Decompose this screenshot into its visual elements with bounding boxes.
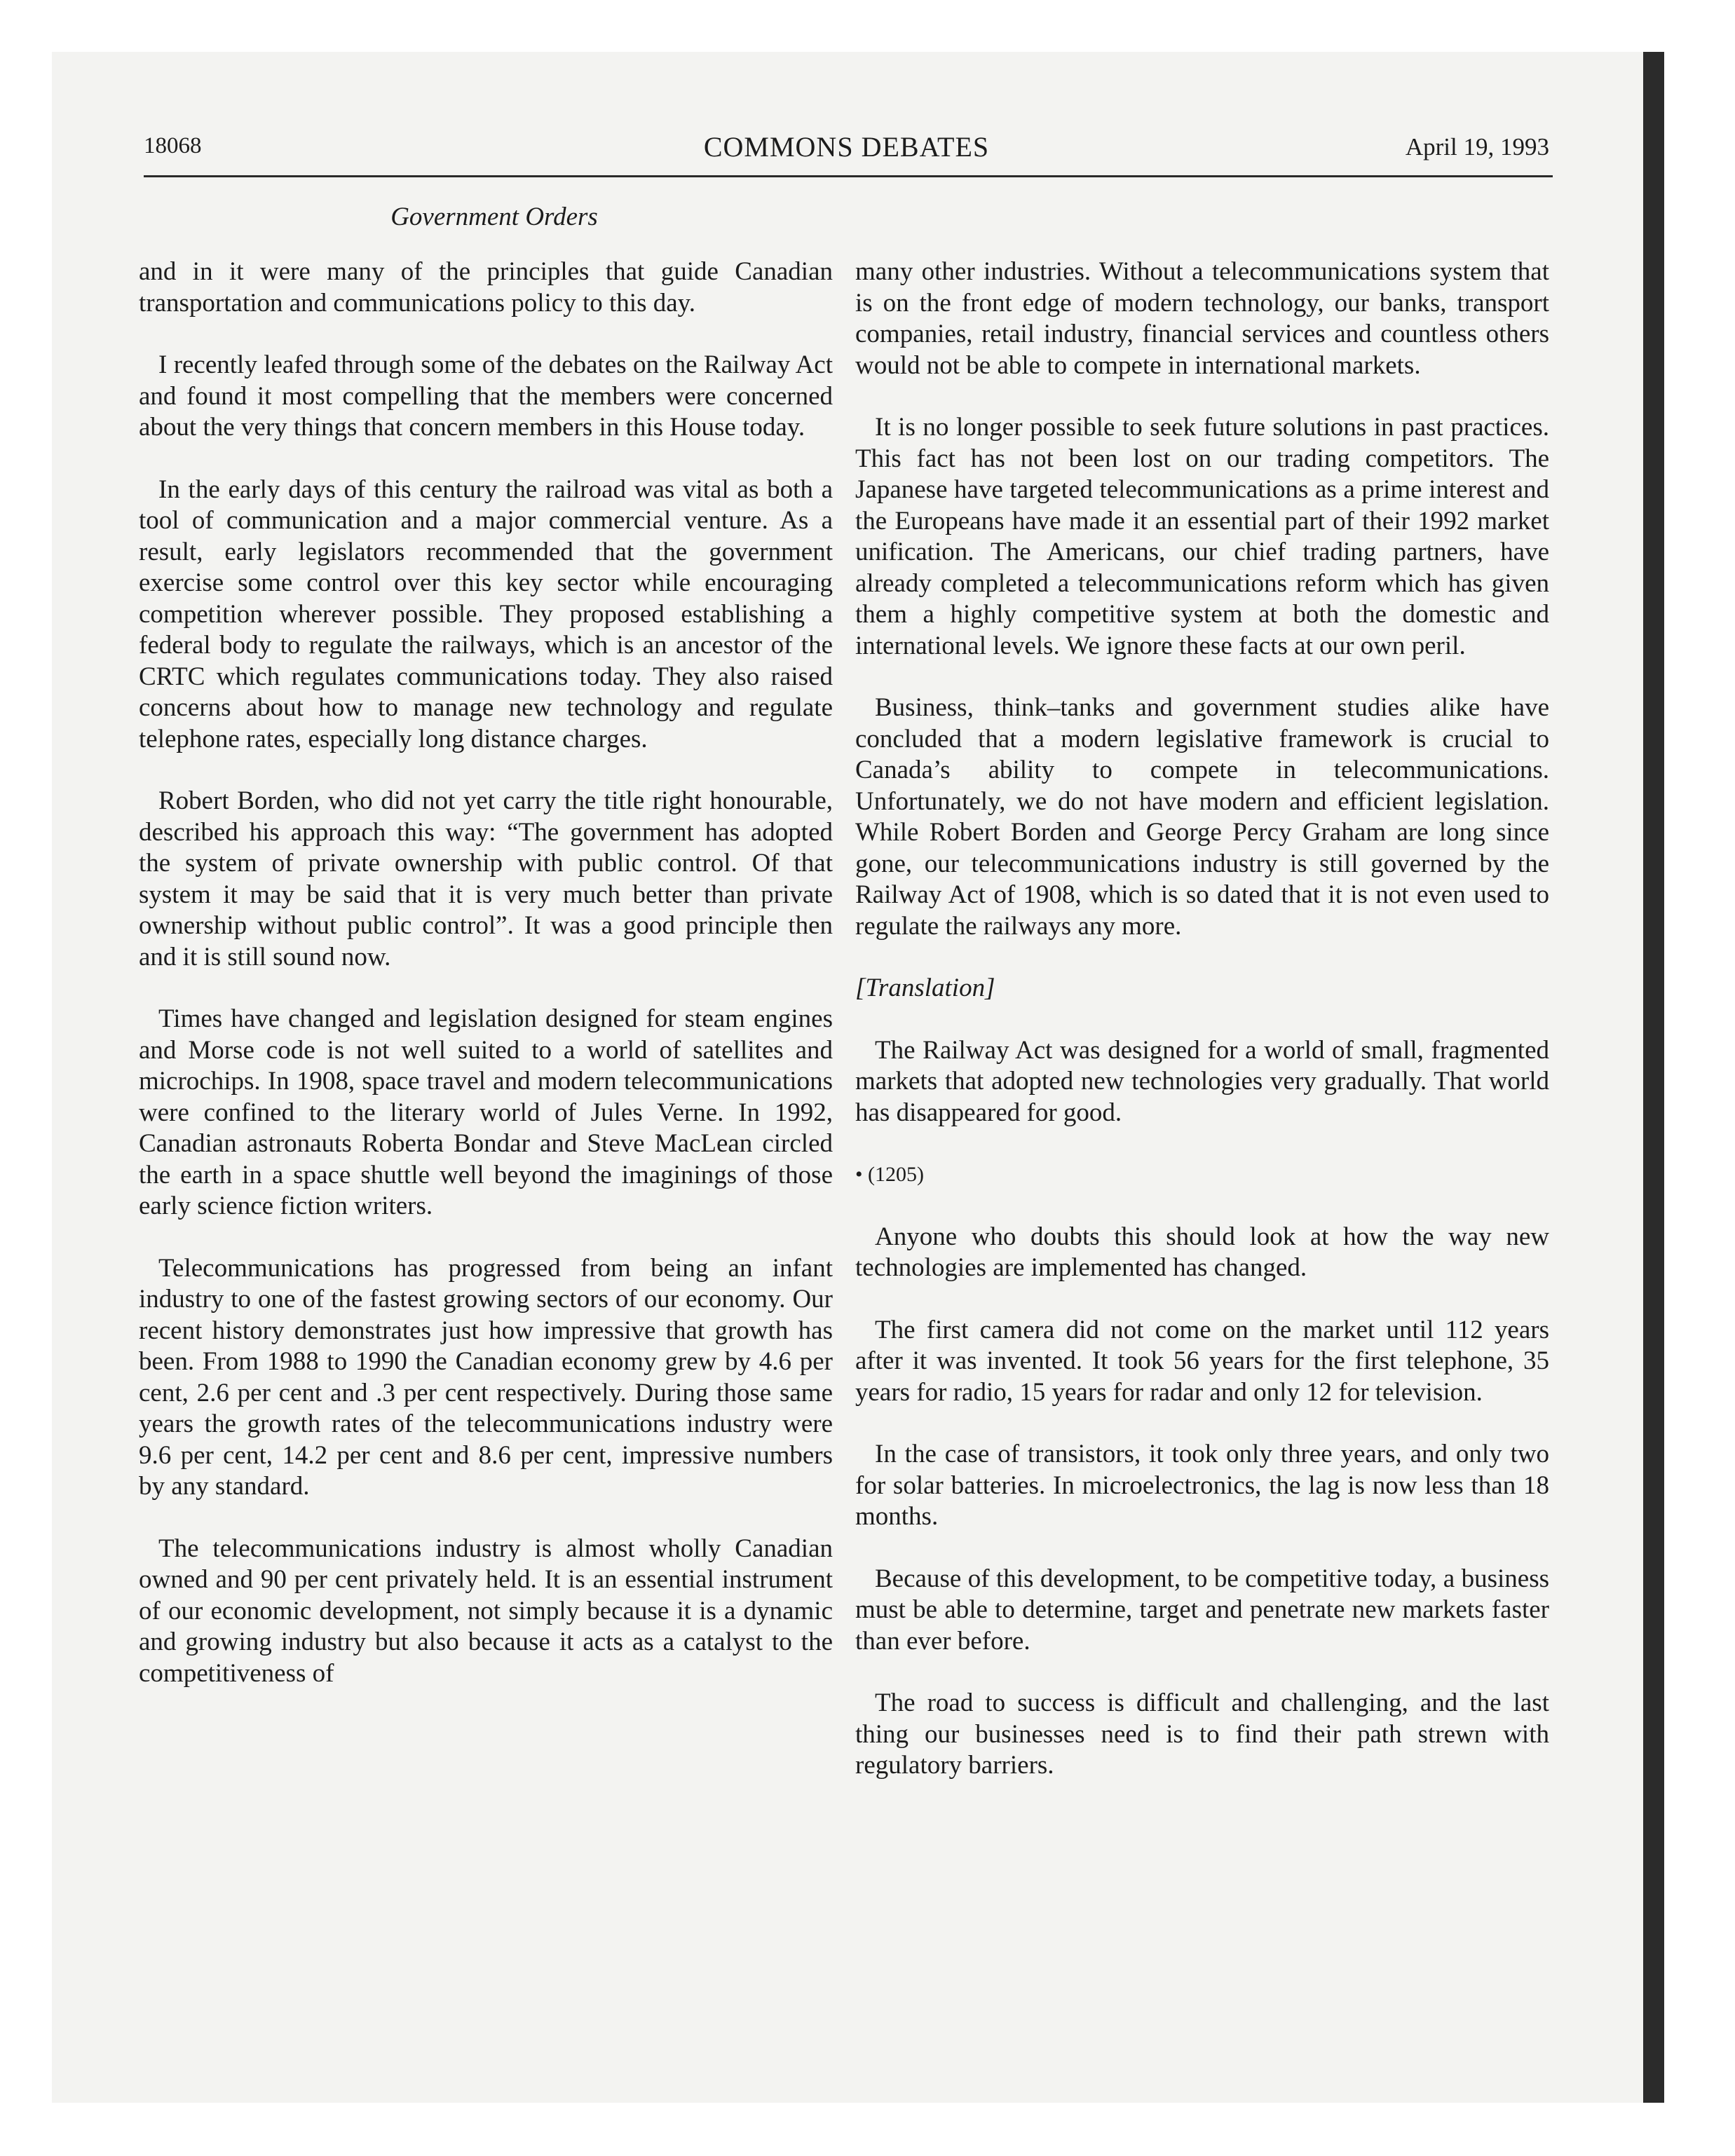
- translation-tag: [Translation]: [855, 974, 995, 1002]
- paragraph: I recently leafed through some of the debates on the Railway Act and found it most compelling that the members were concerned about the very things that concern members in this House today.: [139, 350, 833, 442]
- time-marker: • (1205): [855, 1163, 924, 1186]
- paragraph: Telecommunications has progressed from being an infant industry to one of the fastest growing sectors of our economy. Our recent history demonstrates just how impressive that growth has been. From 1988 to 1990 the Canadian economy grew by 4.6 per cent, 2.6 per cent and .3 per cent respectively. During those same years the growth rates of the telecommunications industry were 9.6 per cent, 14.2 per cent and 8.6 per cent, impressive numbers by any standard.: [139, 1253, 833, 1501]
- header-date: April 19, 1993: [1405, 133, 1549, 161]
- section-title: Government Orders: [390, 203, 598, 231]
- journal-title: COMMONS DEBATES: [703, 131, 990, 163]
- paragraph: Robert Borden, who did not yet carry the title right honourable, described his approach this way: “The government has adopted the system of private ownership with public control. Of that system it may be said that it is very much better than private ownership without public control”. It was a good principle then and it is still sound now.: [139, 786, 833, 971]
- paragraph: many other industries. Without a telecommunications system that is on the front edge of modern technology, our banks, transport companies, retail industry, financial services and countless others would not be able to compete in international markets.: [855, 257, 1549, 380]
- scan-edge-shadow: [1643, 52, 1664, 2103]
- right-column: [855, 257, 1549, 1813]
- paragraph: The first camera did not come on the market until 112 years after it was invented. It took 56 years for the first telephone, 35 years for radio, 15 years for radar and only 12 for television.: [855, 1315, 1549, 1407]
- paragraph: Anyone who doubts this should look at how the way new technologies are implemented has changed.: [855, 1222, 1549, 1282]
- paragraph: The Railway Act was designed for a world of small, fragmented markets that adopted new technologies very gradually. That world has disappeared for good.: [855, 1035, 1549, 1127]
- page-number: 18068: [144, 133, 202, 158]
- paragraph: Business, think–tanks and government studies alike have concluded that a modern legislative framework is crucial to Canada’s ability to compete in telecommunications. Unfortunately, we do not have modern and efficient legislation. While Robert Borden and George Percy Graham are long since gone, our telecommunications industry is still governed by the Railway Act of 1908, which is so dated that it is not even used to regulate the railways any more.: [855, 693, 1549, 941]
- paragraph: It is no longer possible to seek future solutions in past practices. This fact has not been lost on our trading competitors. The Japanese have targeted telecommunications as a prime interest and the Europeans have made it an essential part of their 1992 market unification. The Americans, our chief trading partners, have already completed a telecommunications reform which has given them a highly competitive system at both the domestic and international levels. We ignore these facts at our own peril.: [855, 413, 1549, 660]
- paragraph: The road to success is difficult and challenging, and the last thing our businesses need is to find their path strewn with regulatory barriers.: [855, 1688, 1549, 1780]
- page-header: [144, 130, 1549, 172]
- paragraph: Times have changed and legislation designed for steam engines and Morse code is not well suited to a world of satellites and microchips. In 1908, space travel and modern telecommunications were confined to the literary world of Jules Verne. In 1992, Canadian astronauts Roberta Bondar and Steve MacLean circled the earth in a space shuttle well beyond the imaginings of those early science fiction writers.: [139, 1004, 833, 1220]
- header-rule: [144, 175, 1553, 177]
- left-column: [139, 257, 833, 1720]
- paragraph: In the early days of this century the railroad was vital as both a tool of communication and a major commercial venture. As a result, early legislators recommended that the government exercise some control over this key sector while encouraging competition wherever possible. They proposed establishing a federal body to regulate the railways, which is an ancestor of the CRTC which regulates communications today. They also raised concerns about how to manage new technology and regulate telephone rates, especially long distance charges.: [139, 475, 833, 753]
- paragraph: Because of this development, to be competitive today, a business must be able to determine, target and penetrate new markets faster than ever before.: [855, 1564, 1549, 1656]
- paragraph: In the case of transistors, it took only three years, and only two for solar batteries. In microelectronics, the lag is now less than 18 months.: [855, 1440, 1549, 1531]
- paragraph: and in it were many of the principles that guide Canadian transportation and communications policy to this day.: [139, 257, 833, 318]
- paragraph: The telecommunications industry is almost wholly Canadian owned and 90 per cent privately held. It is an essential instrument of our economic development, not simply because it is a dynamic and growing industry but also because it acts as a catalyst to the competitiveness of: [139, 1534, 833, 1688]
